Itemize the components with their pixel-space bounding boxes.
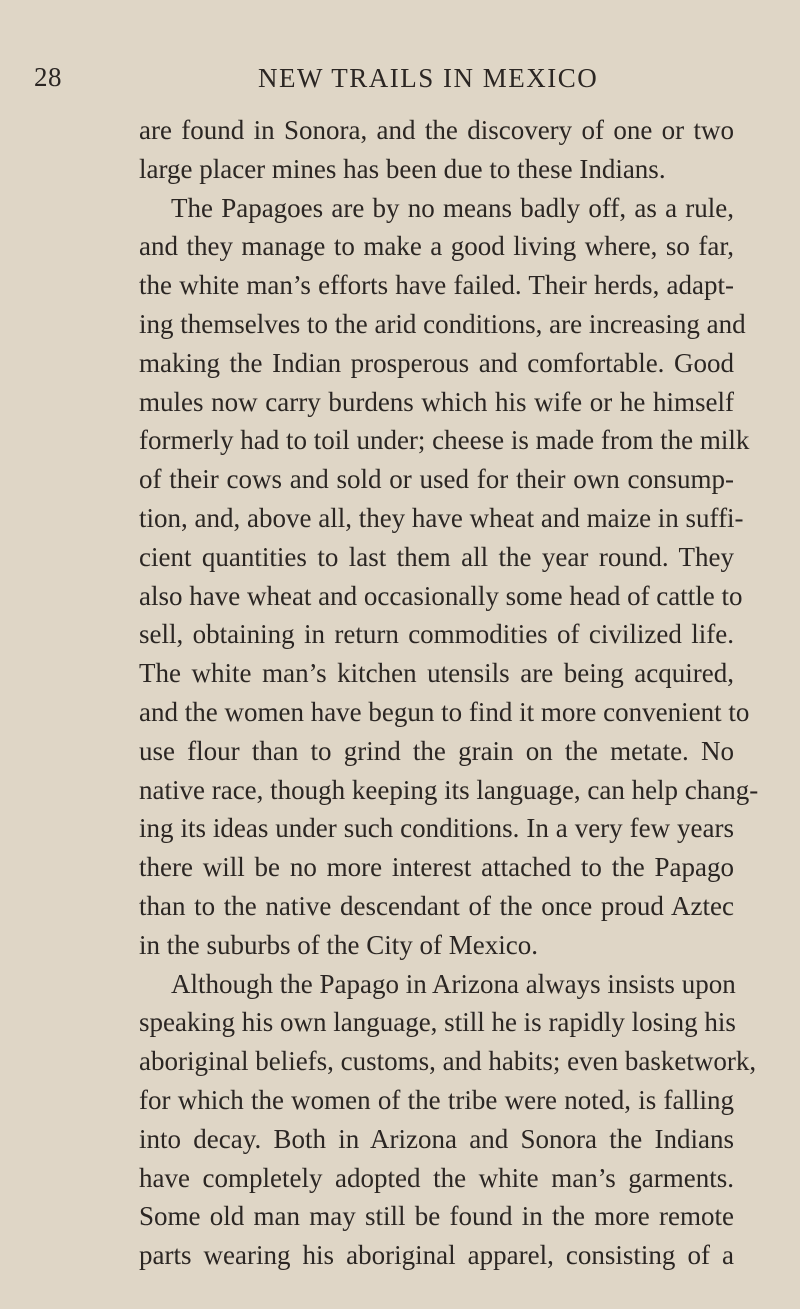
- text-line: tion, and, above all, they have wheat and maize in suffi-: [139, 502, 744, 533]
- text-line: in the suburbs of the City of Mexico.: [139, 929, 538, 960]
- text-line: also have wheat and occasionally some head of cattle to: [139, 580, 743, 611]
- text-line: making the Indian prosperous and comfortable. Good: [139, 347, 734, 378]
- text-line: have completely adopted the white man’s garments.: [139, 1162, 734, 1193]
- text-line: native race, though keeping its language, can help chang-: [139, 774, 759, 805]
- text-line: and they manage to make a good living where, so far,: [139, 231, 734, 262]
- text-line: ing themselves to the arid conditions, are increasing and: [139, 308, 746, 339]
- text-line: use flour than to grind the grain on the metate. No: [139, 735, 734, 766]
- text-line: than to the native descendant of the once proud Aztec: [139, 890, 734, 921]
- text-line: ing its ideas under such conditions. In a very few years: [139, 813, 734, 844]
- text-line: parts wearing his aboriginal apparel, consisting of a: [139, 1240, 734, 1271]
- text-line: The Papagoes are by no means badly off, as a rule,: [171, 192, 734, 223]
- text-line: for which the women of the tribe were noted, is falling: [139, 1084, 734, 1115]
- text-line: The white man’s kitchen utensils are being acquired,: [139, 658, 734, 689]
- text-line: there will be no more interest attached to the Papago: [139, 852, 734, 883]
- text-line: of their cows and sold or used for their own consump-: [139, 464, 734, 495]
- text-line: mules now carry burdens which his wife or he himself: [139, 386, 734, 417]
- text-line: formerly had to toil under; cheese is made from the milk: [139, 425, 750, 456]
- text-line: large placer mines has been due to these Indians.: [139, 153, 666, 184]
- text-line: Although the Papago in Arizona always insists upon: [171, 968, 736, 999]
- text-line: are found in Sonora, and the discovery of one or two: [139, 115, 734, 145]
- text-line: the white man’s efforts have failed. Their herds, adapt-: [139, 270, 734, 301]
- text-line: cient quantities to last them all the year round. They: [139, 541, 734, 572]
- body-text: [139, 111, 759, 1275]
- text-line: Some old man may still be found in the more remote: [139, 1201, 734, 1232]
- text-line: speaking his own language, still he is rapidly losing his: [139, 1007, 736, 1038]
- text-line: sell, obtaining in return commodities of civilized life.: [139, 619, 734, 650]
- text-line: and the women have begun to find it more convenient to: [139, 696, 750, 727]
- text-line: into decay. Both in Arizona and Sonora the Indians: [139, 1123, 734, 1154]
- running-head: NEW TRAILS IN MEXICO: [258, 63, 599, 93]
- page-number: 28: [34, 62, 62, 92]
- text-line: aboriginal beliefs, customs, and habits; even basketwork,: [139, 1046, 757, 1077]
